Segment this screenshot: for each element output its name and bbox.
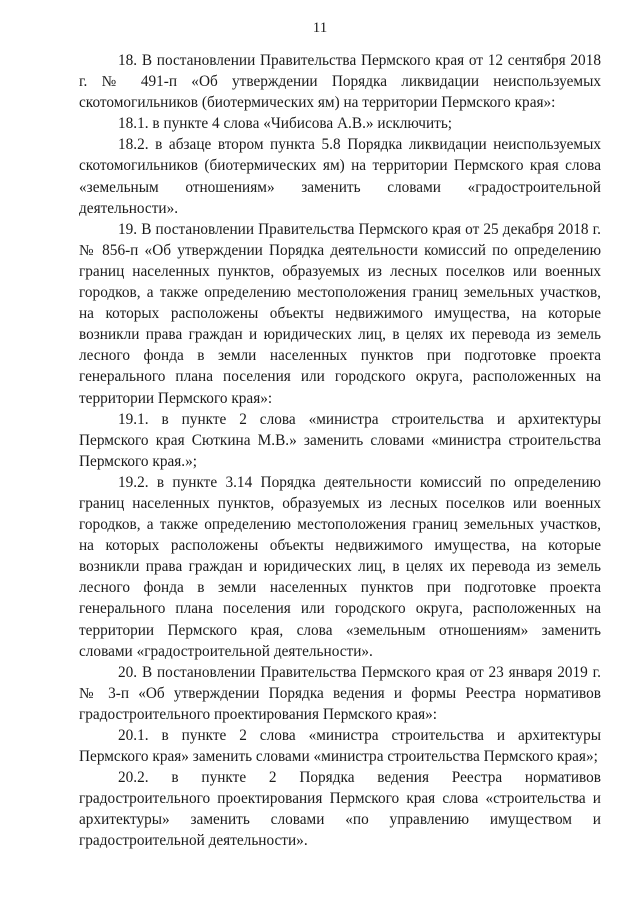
paragraph-19: 19. В постановлении Правительства Пермского края от 25 декабря 2018 г. № 856-п «Об утверждении Порядка деятельности комиссий по определению границ населенных пунктов, образуемых из лесных поселков или военных городков, а также определению местоположения границ земельных участков, на которых расположены объекты недвижимого имущества, на которые возникли права граждан и юридических лиц, в целях их перевода из земель лесного фонда в земли населенных пунктов при подготовке проекта генерального плана поселения или городского округа, расположенных на территории Пермского края»: (79, 220, 601, 407)
paragraph-19-1: 19.1. в пункте 2 слова «министра строительства и архитектуры Пермского края Сюткина М.В.» заменить словами «министра строительства Пермского края.»; (79, 410, 601, 470)
paragraph-20-1: 20.1. в пункте 2 слова «министра строительства и архитектуры Пермского края» заменить словами «министра строительства Пермского края»; (79, 727, 601, 766)
paragraph-18: 18. В постановлении Правительства Пермского края от 12 сентября 2018 г. № 491-п «Об утверждении Порядка ликвидации неиспользуемых скотомогильников (биотермических ям) на территории Пермского края»: (79, 52, 601, 112)
document-body (79, 50, 601, 852)
paragraph-18-2: 18.2. в абзаце втором пункта 5.8 Порядка ликвидации неиспользуемых скотомогильников (биотермических ям) на территории Пермского края слова «земельным отношениям» заменить словами «градостроительной деятельности». (79, 136, 601, 217)
paragraph-18-1: 18.1. в пункте 4 слова «Чибисова А.В.» исключить; (118, 115, 453, 133)
paragraph-20-2: 20.2. в пункте 2 Порядка ведения Реестра нормативов градостроительного проектирования Пермского края слова «строительства и архитектуры» заменить словами «по управлению имуществом и градостроительной деятельности». (79, 769, 601, 850)
paragraph-19-2: 19.2. в пункте 3.14 Порядка деятельности комиссий по определению границ населенных пунктов, образуемых из лесных поселков или военных городков, а также определению местоположения границ земельных участков, на которых расположены объекты недвижимого имущества, на которые возникли права граждан и юридических лиц, в целях их перевода из земель лесного фонда в земли населенных пунктов при подготовке проекта генерального плана поселения или городского округа, расположенных на территории Пермского края, слова «земельным отношениям» заменить словами «градостроительной деятельности». (79, 473, 601, 660)
page-number: 11 (312, 20, 328, 36)
paragraph-20: 20. В постановлении Правительства Пермского края от 23 января 2019 г. № 3-п «Об утверждении Порядка ведения и формы Реестра нормативов градостроительного проектирования Пермского края»: (79, 663, 601, 723)
